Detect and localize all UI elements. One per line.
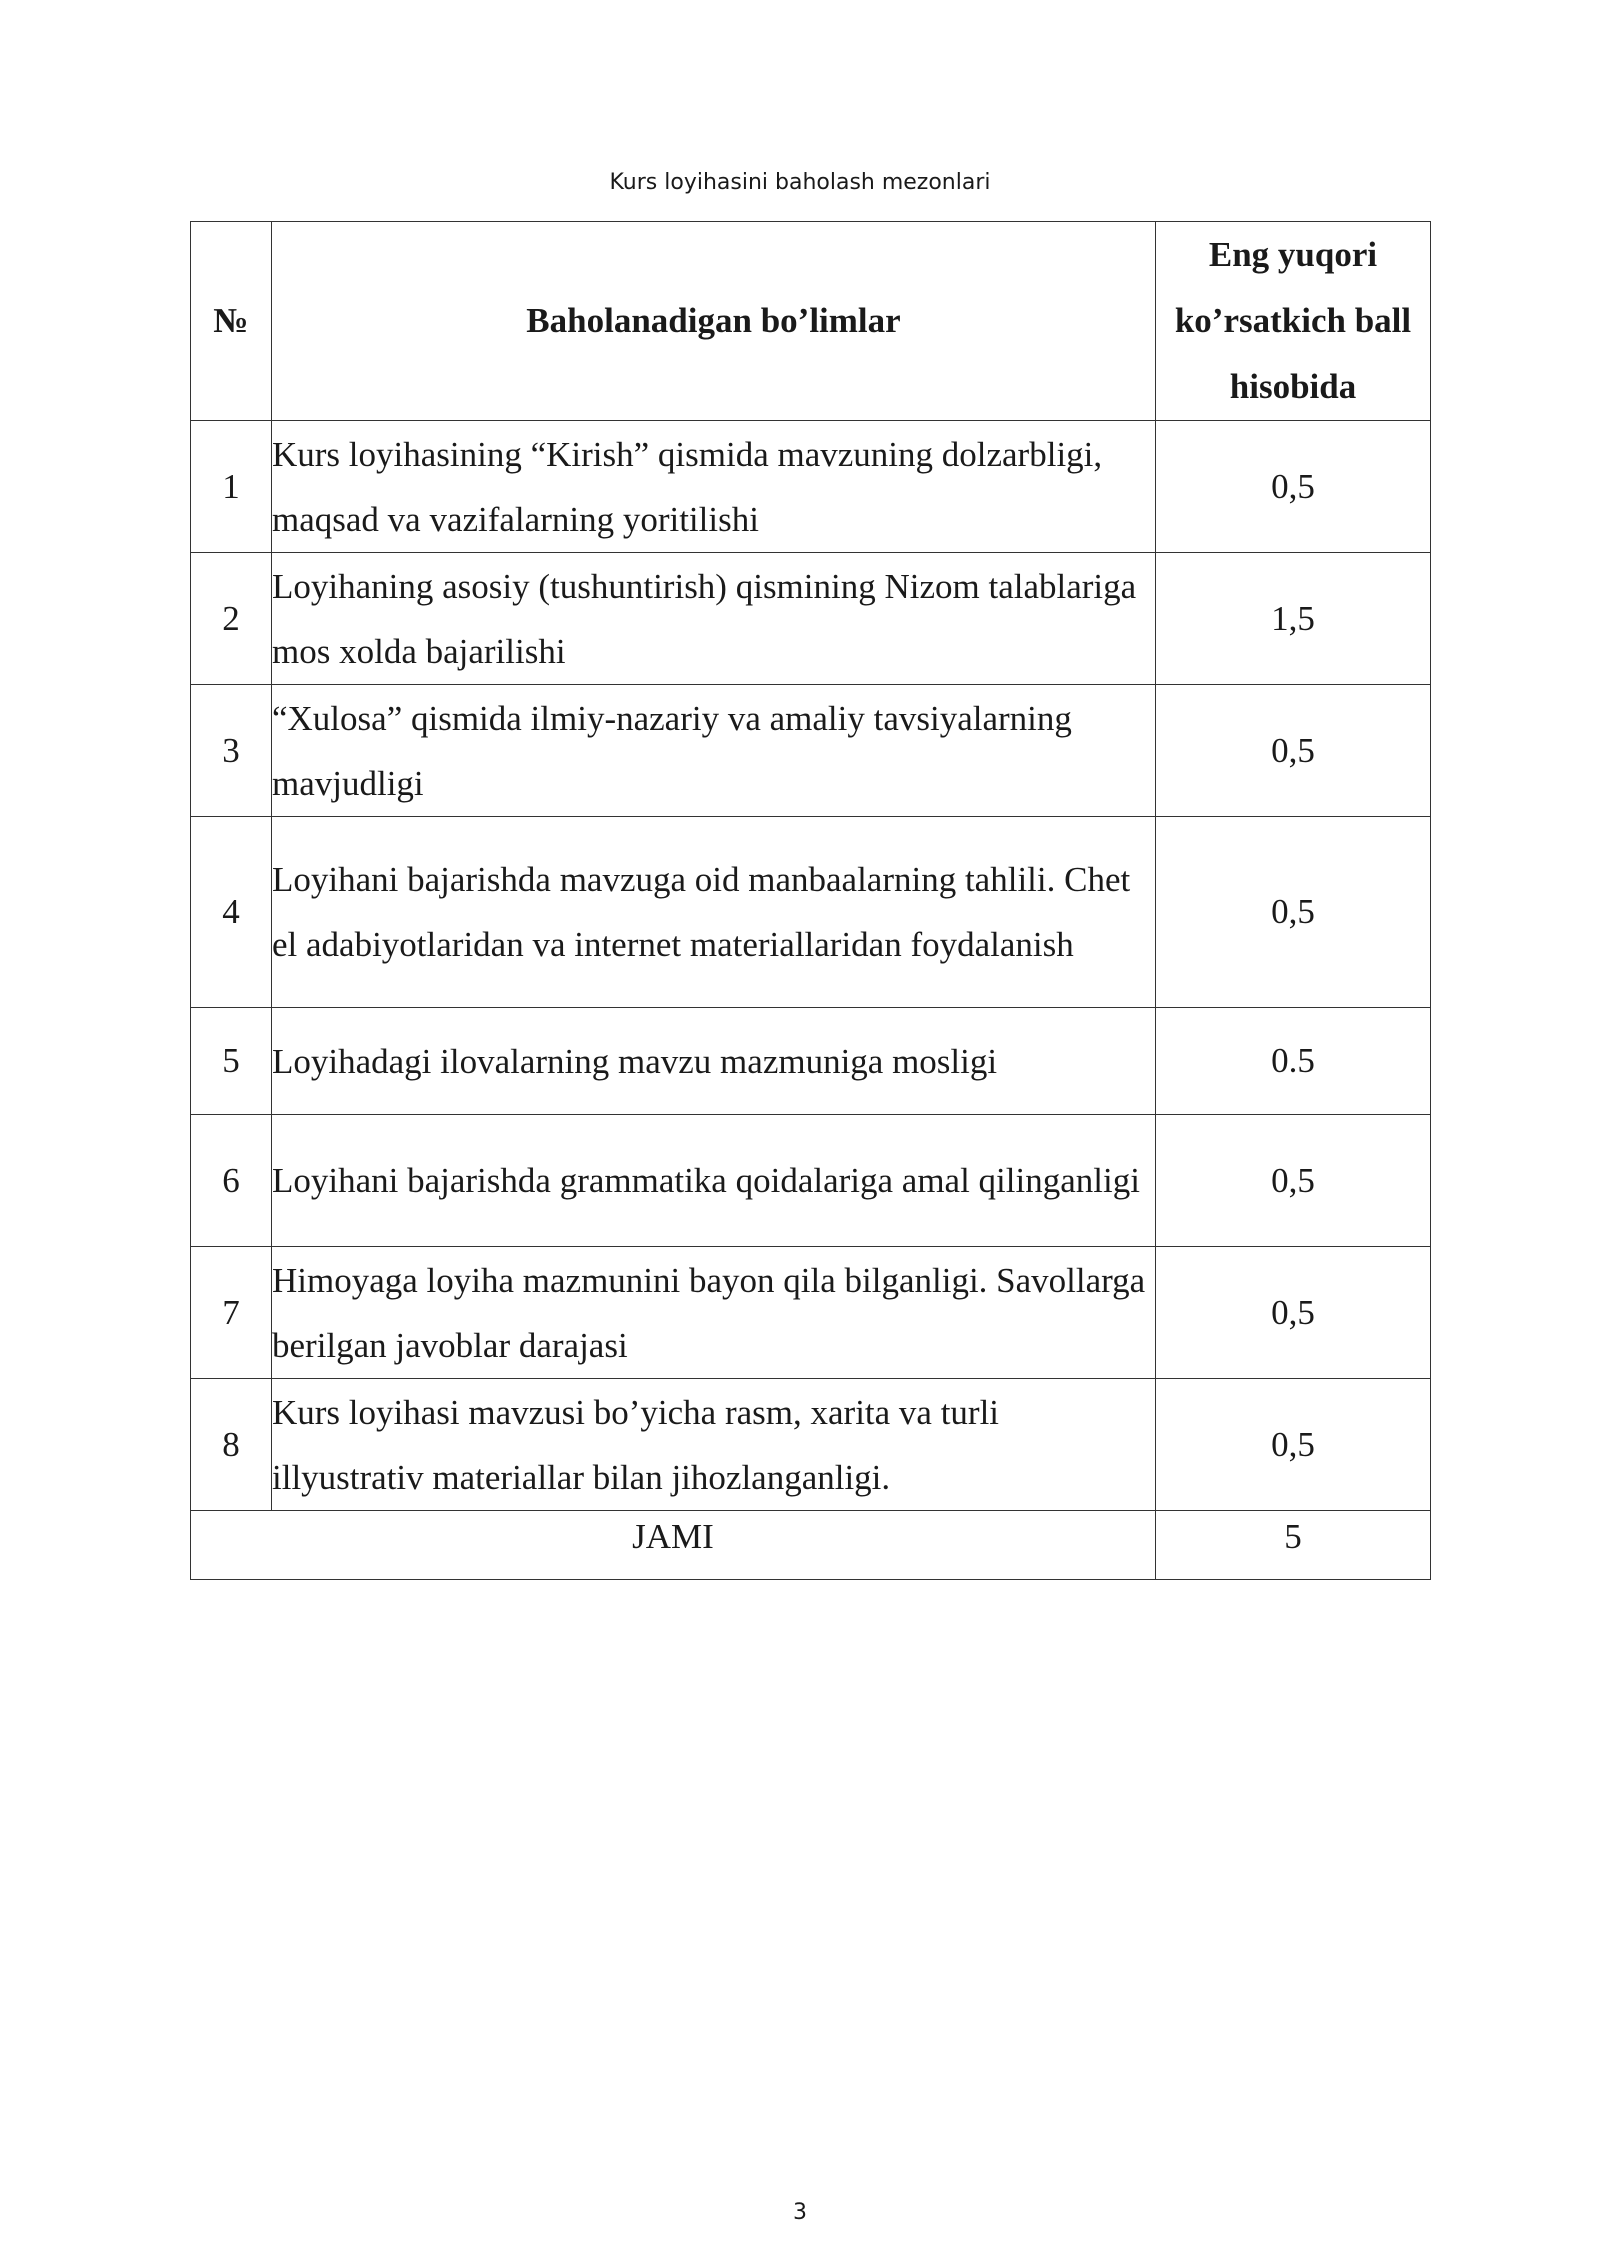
row-description: Loyihani bajarishda mavzuga oid manbaalarning tahlili. Chet el adabiyotlaridan va internet materiallaridan foydalanish (272, 817, 1156, 1008)
table-header-row (191, 222, 1431, 421)
row-number: 6 (191, 1115, 272, 1247)
row-description: Kurs loyihasi mavzusi bo’yicha rasm, xarita va turli illyustrativ materiallar bilan jihozlanganligi. (272, 1379, 1156, 1511)
row-score: 1,5 (1156, 553, 1431, 685)
row-description: Kurs loyihasining “Kirish” qismida mavzuning dolzarbligi, maqsad va vazifalarning yoritilishi (272, 421, 1156, 553)
table-row (191, 553, 1431, 685)
total-label: JAMI (191, 1511, 1156, 1580)
table-row (191, 685, 1431, 817)
table-row (191, 1247, 1431, 1379)
table-row (191, 1008, 1431, 1115)
header-max-score: Eng yuqori ko’rsatkich ball hisobida (1156, 222, 1431, 421)
row-score: 0,5 (1156, 421, 1431, 553)
row-score: 0,5 (1156, 685, 1431, 817)
row-number: 4 (191, 817, 272, 1008)
criteria-table (190, 221, 1431, 1580)
row-score: 0,5 (1156, 1379, 1431, 1511)
row-score: 0,5 (1156, 817, 1431, 1008)
row-number: 1 (191, 421, 272, 553)
row-description: Loyihani bajarishda grammatika qoidalariga amal qilinganligi (272, 1115, 1156, 1247)
row-score: 0,5 (1156, 1115, 1431, 1247)
row-number: 5 (191, 1008, 272, 1115)
row-description: Loyihadagi ilovalarning mavzu mazmuniga mosligi (272, 1008, 1156, 1115)
row-description: “Xulosa” qismida ilmiy-nazariy va amaliy tavsiyalarning mavjudligi (272, 685, 1156, 817)
table-row (191, 421, 1431, 553)
table-row (191, 1379, 1431, 1511)
header-sections: Baholanadigan bo’limlar (272, 222, 1156, 421)
total-score: 5 (1156, 1511, 1431, 1580)
row-number: 2 (191, 553, 272, 685)
row-description: Himoyaga loyiha mazmunini bayon qila bilganligi. Savollarga berilgan javoblar darajasi (272, 1247, 1156, 1379)
document-title: Kurs loyihasini baholash mezonlari (609, 170, 991, 195)
row-number: 8 (191, 1379, 272, 1511)
row-score: 0.5 (1156, 1008, 1431, 1115)
row-number: 7 (191, 1247, 272, 1379)
table-row (191, 1115, 1431, 1247)
row-score: 0,5 (1156, 1247, 1431, 1379)
row-number: 3 (191, 685, 272, 817)
table-row (191, 817, 1431, 1008)
row-description: Loyihaning asosiy (tushuntirish) qismining Nizom talablariga mos xolda bajarilishi (272, 553, 1156, 685)
total-row (191, 1511, 1431, 1580)
header-number: № (191, 222, 272, 421)
page-number: 3 (793, 2200, 807, 2225)
